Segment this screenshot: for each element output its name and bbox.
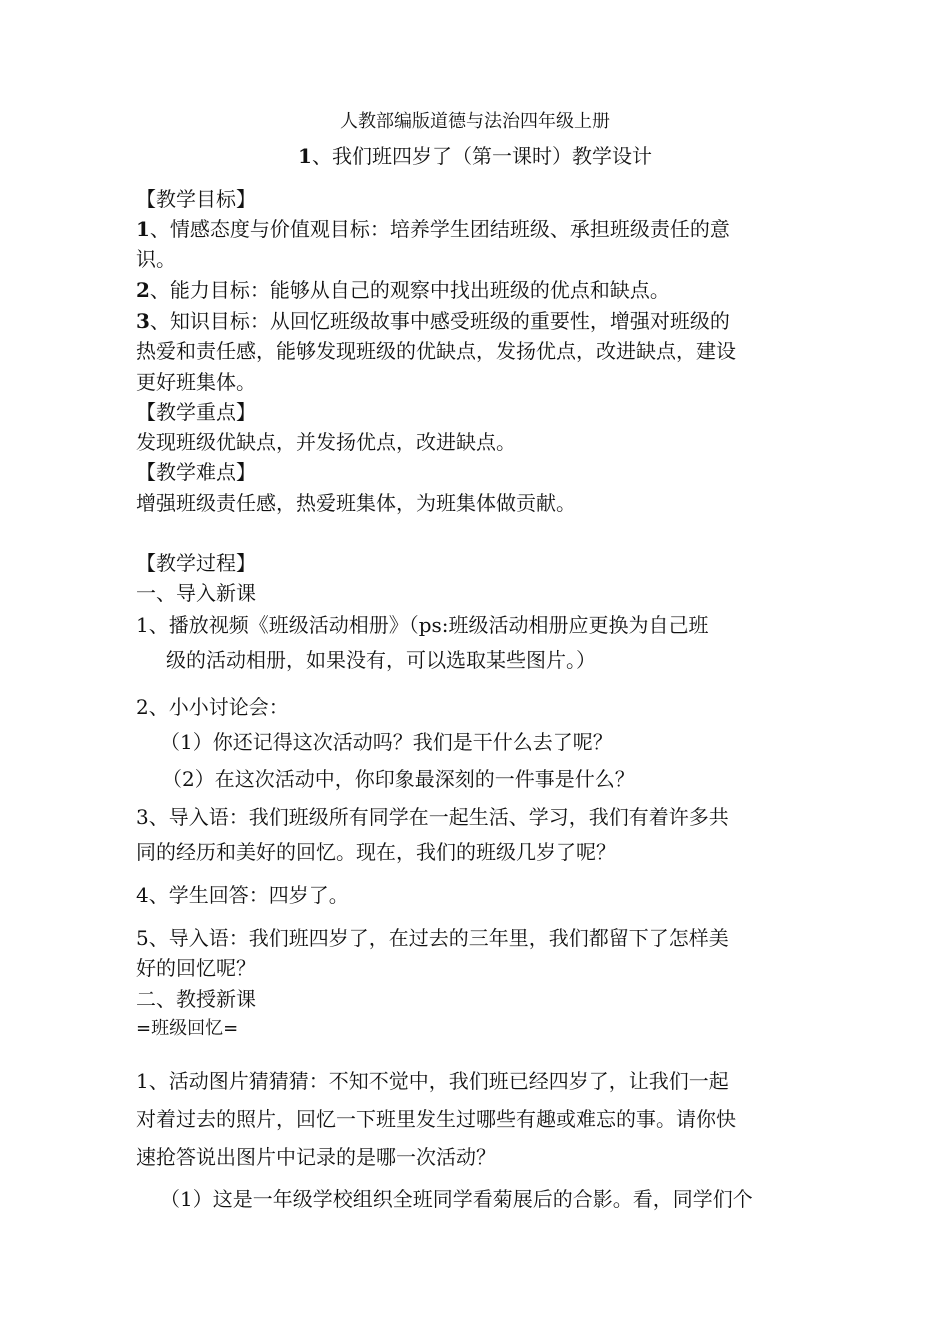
goal-2-number: 2: [136, 278, 150, 302]
title-text: 、我们班四岁了（第一课时）教学设计: [311, 144, 652, 168]
goal-3-continued-2: 更好班集体。: [136, 370, 256, 394]
difficulty-heading: 【教学难点】: [136, 460, 256, 484]
goal-2: [136, 275, 670, 305]
document-subtitle: 人教部编版道德与法治四年级上册: [340, 111, 610, 132]
goal-1: [136, 214, 730, 244]
activity-1-item-1: （1）这是一年级学校组织全班同学看菊展后的合影。看，同学们个: [160, 1187, 753, 1211]
goal-1-text: 、情感态度与价值观目标：培养学生团结班级、承担班级责任的意: [149, 217, 730, 241]
document-title: [0, 141, 950, 171]
goal-3-continued: 热爱和责任感，能够发现班级的优缺点，发扬优点，改进缺点，建设: [136, 339, 736, 363]
key-point-heading: 【教学重点】: [136, 400, 256, 424]
step-2: 2、小小讨论会：: [136, 695, 289, 719]
key-point-text: 发现班级优缺点，并发扬优点，改进缺点。: [136, 430, 516, 454]
discussion-question-2: （2）在这次活动中，你印象最深刻的一件事是什么？: [162, 767, 635, 791]
difficulty-text: 增强班级责任感，热爱班集体，为班集体做贡献。: [136, 491, 576, 515]
step-3-continued: 同的经历和美好的回忆。现在，我们的班级几岁了呢？: [136, 840, 616, 864]
goal-1-number: 1: [136, 217, 150, 241]
step-5-continued: 好的回忆呢？: [136, 956, 256, 980]
part-1-heading: 一、导入新课: [136, 581, 256, 605]
goal-2-text: 、能力目标：能够从自己的观察中找出班级的优点和缺点。: [149, 278, 670, 302]
goal-3: [136, 306, 730, 336]
step-1-continued: 级的活动相册，如果没有，可以选取某些图片。）: [166, 648, 596, 672]
activity-1-continued-2: 速抢答说出图片中记录的是哪一次活动？: [136, 1145, 496, 1169]
step-1: 1、播放视频《班级活动相册》（ps:班级活动相册应更换为自己班: [136, 613, 709, 637]
goal-3-text: 、知识目标：从回忆班级故事中感受班级的重要性，增强对班级的: [149, 309, 730, 333]
goal-3-number: 3: [136, 309, 150, 333]
goal-1-continued: 识。: [136, 247, 176, 271]
process-heading: 【教学过程】: [136, 551, 256, 575]
discussion-question-1: （1）你还记得这次活动吗？我们是干什么去了呢？: [160, 730, 613, 754]
step-3: 3、导入语：我们班级所有同学在一起生活、学习，我们有着许多共: [136, 805, 729, 829]
goals-heading: 【教学目标】: [136, 187, 256, 211]
step-4: 4、学生回答：四岁了。: [136, 883, 349, 907]
part-2-heading: 二、教授新课: [136, 987, 256, 1011]
title-number: 1: [298, 144, 312, 168]
class-memory-heading: =班级回忆=: [136, 1018, 239, 1039]
step-5: 5、导入语：我们班四岁了，在过去的三年里，我们都留下了怎样美: [136, 926, 729, 950]
activity-1-continued: 对着过去的照片，回忆一下班里发生过哪些有趣或难忘的事。请你快: [136, 1107, 736, 1131]
activity-1: 1、活动图片猜猜猜：不知不觉中，我们班已经四岁了，让我们一起: [136, 1069, 729, 1093]
